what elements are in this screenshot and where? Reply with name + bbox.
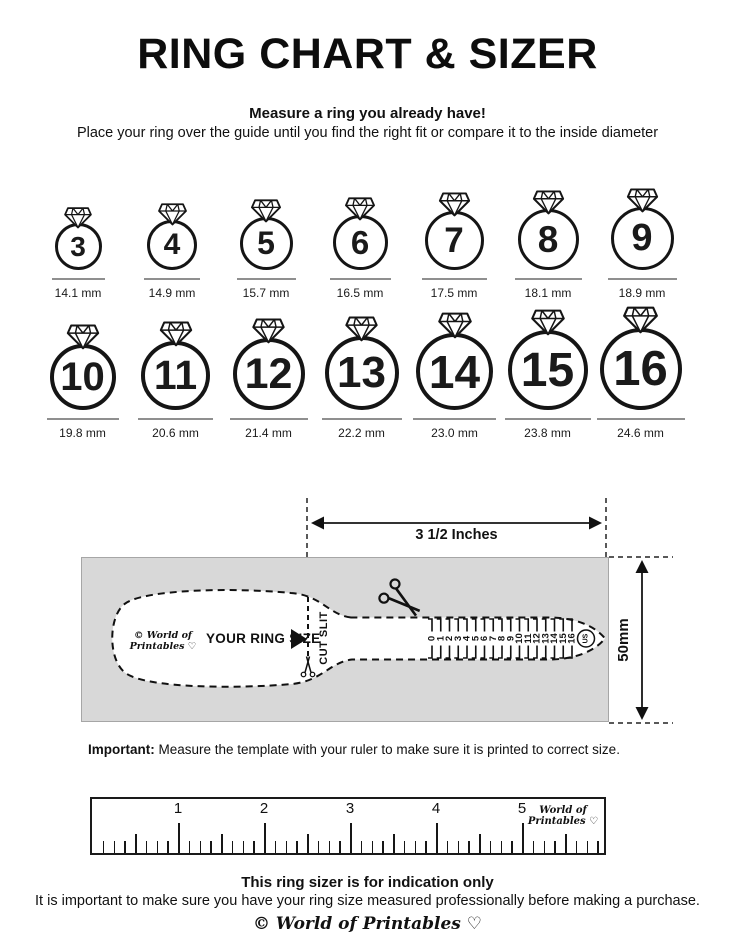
ring-diameter-label: 18.9 mm bbox=[618, 286, 666, 300]
sizer-brand-text: © World of Printables ♡ bbox=[129, 630, 197, 652]
ring-circle bbox=[333, 215, 388, 270]
ring-circle bbox=[425, 211, 484, 270]
ring-size-number: 8 bbox=[537, 218, 559, 260]
ring-size-14 bbox=[408, 311, 501, 440]
ruler-tick bbox=[253, 841, 255, 853]
subtitle-bold: Measure a ring you already have! bbox=[249, 105, 486, 122]
ruler-tick bbox=[103, 841, 105, 853]
subtitle-text: Place your ring over the guide until you find the right fit or compare it to the inside diameter bbox=[76, 125, 659, 141]
ring-size-7 bbox=[407, 191, 501, 300]
page-title: RING CHART & SIZER bbox=[137, 30, 598, 78]
us-badge-label: US bbox=[582, 633, 590, 644]
ring-size-9 bbox=[595, 187, 689, 300]
ring-underline bbox=[413, 418, 496, 420]
ring-size-15 bbox=[501, 308, 594, 440]
diamond-icon bbox=[344, 196, 376, 221]
ruler-tick bbox=[468, 841, 470, 853]
size-pointer-icon bbox=[291, 629, 307, 649]
diamond-icon bbox=[626, 187, 659, 213]
ruler-tick bbox=[318, 841, 320, 853]
ruler-tick bbox=[264, 823, 266, 853]
diamond-icon bbox=[159, 320, 193, 347]
scale-number: 7 bbox=[487, 635, 499, 642]
footer-bold-line: This ring sizer is for indication only bbox=[241, 874, 494, 891]
ring-circle bbox=[240, 217, 293, 270]
ring-size-number: 5 bbox=[257, 225, 275, 261]
ruler-tick bbox=[415, 841, 417, 853]
ruler-tick bbox=[124, 841, 126, 853]
ruler-tick bbox=[339, 841, 341, 853]
cut-slit-label: CUT SLIT bbox=[318, 611, 330, 665]
ring-diameter-label: 24.6 mm bbox=[617, 426, 664, 440]
ring-size-number: 12 bbox=[244, 349, 293, 398]
ring-diameter-label: 23.8 mm bbox=[524, 426, 571, 440]
ring-diameter-label: 16.5 mm bbox=[336, 286, 384, 300]
ring-circle bbox=[141, 341, 210, 410]
ruler-tick bbox=[404, 841, 406, 853]
ring-size-number: 4 bbox=[163, 228, 181, 261]
ruler-tick bbox=[146, 841, 148, 853]
ring-diameter-label: 20.6 mm bbox=[152, 426, 199, 440]
ruler-tick bbox=[286, 841, 288, 853]
ring-diameter-label: 14.1 mm bbox=[54, 286, 102, 300]
ruler-tick bbox=[189, 841, 191, 853]
ring-circle bbox=[233, 338, 305, 410]
width-dimension-label: 3 1/2 Inches bbox=[415, 527, 498, 543]
scale-number: 8 bbox=[496, 635, 508, 642]
ruler-tick bbox=[587, 841, 589, 853]
ring-circle bbox=[416, 333, 493, 410]
ring-size-4 bbox=[125, 202, 219, 300]
ruler-inch-number: 2 bbox=[259, 800, 269, 817]
ring-diameter-label: 15.7 mm bbox=[242, 286, 290, 300]
ring-underline bbox=[608, 278, 677, 280]
diamond-icon bbox=[530, 308, 566, 336]
ring-circle bbox=[55, 223, 102, 270]
scale-number: 10 bbox=[514, 633, 525, 644]
ring-circle bbox=[50, 344, 116, 410]
ring-diameter-label: 19.8 mm bbox=[59, 426, 106, 440]
ruler-tick bbox=[382, 841, 384, 853]
ruler-tick bbox=[296, 841, 298, 853]
diamond-icon bbox=[157, 202, 188, 226]
ring-diameter-label: 14.9 mm bbox=[148, 286, 196, 300]
ring-size-number: 14 bbox=[428, 345, 481, 398]
ring-circle bbox=[600, 328, 682, 410]
ruler-tick bbox=[307, 834, 309, 853]
ruler-tick bbox=[167, 841, 169, 853]
scale-number: 16 bbox=[566, 633, 578, 644]
ruler-tick bbox=[114, 841, 116, 853]
diamond-icon bbox=[250, 198, 282, 223]
ruler-tick bbox=[329, 841, 331, 853]
ring-size-number: 7 bbox=[444, 220, 464, 260]
ruler-tick bbox=[501, 841, 503, 853]
ring-size-number: 15 bbox=[520, 343, 575, 397]
diamond-icon bbox=[66, 323, 100, 350]
ruler-inch-number: 4 bbox=[431, 800, 441, 817]
scale-number: 6 bbox=[479, 635, 490, 642]
ring-underline bbox=[47, 418, 119, 420]
ring-size-13 bbox=[315, 315, 408, 440]
ring-size-number: 13 bbox=[337, 348, 386, 397]
ruler-tick bbox=[361, 841, 363, 853]
ring-underline bbox=[597, 418, 685, 420]
ring-circle bbox=[611, 207, 674, 270]
important-text: Measure the template with your ruler to make sure it is printed to correct size. bbox=[154, 742, 620, 757]
ring-diameter-label: 18.1 mm bbox=[524, 286, 572, 300]
ring-size-16 bbox=[594, 305, 687, 440]
ruler-tick bbox=[458, 841, 460, 853]
ruler-brand-text: World of Printables ♡ bbox=[527, 805, 599, 827]
ring-size-row-1 bbox=[31, 182, 689, 300]
important-label: Important: bbox=[88, 742, 155, 757]
height-dimension-label: 50mm bbox=[615, 618, 632, 662]
ring-underline bbox=[52, 278, 105, 280]
ring-size-11 bbox=[129, 320, 222, 440]
ruler-tick bbox=[221, 834, 223, 853]
footer-brand-logo: © World of Printables ♡ bbox=[252, 914, 483, 934]
diamond-icon bbox=[437, 311, 473, 339]
ring-size-number: 6 bbox=[350, 223, 370, 261]
scale-number: 13 bbox=[540, 633, 552, 644]
ruler-tick bbox=[533, 841, 535, 853]
ring-size-6 bbox=[313, 196, 407, 300]
ruler-inch-number: 5 bbox=[517, 800, 527, 817]
scale-number: 5 bbox=[470, 635, 482, 642]
ring-size-number: 3 bbox=[70, 230, 86, 262]
diamond-icon bbox=[251, 317, 286, 344]
ruler-tick bbox=[490, 841, 492, 853]
ring-diameter-label: 22.2 mm bbox=[338, 426, 385, 440]
ring-underline bbox=[138, 418, 213, 420]
ring-underline bbox=[422, 278, 487, 280]
ruler-tick bbox=[447, 841, 449, 853]
ruler-tick bbox=[554, 841, 556, 853]
ruler-inch-number: 1 bbox=[173, 800, 183, 817]
scale-number: 3 bbox=[452, 635, 464, 642]
ruler-tick bbox=[157, 841, 159, 853]
ring-size-number: 11 bbox=[153, 352, 198, 398]
ruler-tick bbox=[576, 841, 578, 853]
ruler-tick bbox=[210, 841, 212, 853]
ruler-tick bbox=[522, 823, 524, 853]
ring-size-3 bbox=[31, 206, 125, 300]
ruler-tick bbox=[243, 841, 245, 853]
ring-size-number: 9 bbox=[631, 217, 653, 259]
ring-diameter-label: 17.5 mm bbox=[430, 286, 478, 300]
your-ring-size-label: YOUR RING SIZE bbox=[206, 631, 321, 646]
scale-number: 2 bbox=[444, 635, 455, 642]
ruler-tick bbox=[479, 834, 481, 853]
scale-number: 9 bbox=[505, 635, 517, 642]
ring-circle bbox=[508, 330, 588, 410]
ring-circle bbox=[147, 220, 197, 270]
ruler-tick bbox=[565, 834, 567, 853]
ring-underline bbox=[230, 418, 308, 420]
ring-size-10 bbox=[36, 323, 129, 440]
ring-underline bbox=[322, 418, 402, 420]
ruler-tick bbox=[372, 841, 374, 853]
ring-size-12 bbox=[222, 317, 315, 440]
ring-size-row-2 bbox=[36, 305, 687, 440]
scale-number: 11 bbox=[522, 633, 534, 644]
ring-underline bbox=[144, 278, 200, 280]
ruler-tick bbox=[232, 841, 234, 853]
ring-circle bbox=[518, 209, 579, 270]
ring-underline bbox=[330, 278, 391, 280]
ring-circle bbox=[325, 336, 399, 410]
scale-number: 1 bbox=[435, 635, 447, 642]
scale-number: 0 bbox=[426, 635, 438, 642]
ruler-tick bbox=[511, 841, 513, 853]
ring-size-5 bbox=[219, 198, 313, 300]
diamond-icon bbox=[438, 191, 471, 217]
diamond-icon bbox=[63, 206, 93, 229]
ruler-tick bbox=[350, 823, 352, 853]
ruler-tick bbox=[178, 823, 180, 853]
ring-size-8 bbox=[501, 189, 595, 300]
scale-number: 4 bbox=[461, 635, 473, 642]
test-ruler bbox=[90, 797, 606, 855]
ring-size-number: 16 bbox=[613, 342, 668, 396]
diamond-icon bbox=[344, 315, 379, 342]
ruler-tick bbox=[200, 841, 202, 853]
ruler-tick bbox=[597, 841, 599, 853]
scale-number: 12 bbox=[531, 633, 543, 644]
scale-number: 14 bbox=[549, 633, 560, 644]
ring-underline bbox=[505, 418, 591, 420]
footer-text-line: It is important to make sure you have your ring size measured professionally before making a purchase. bbox=[35, 893, 700, 909]
ruler-tick bbox=[425, 841, 427, 853]
ruler-tick bbox=[135, 834, 137, 853]
ring-underline bbox=[515, 278, 582, 280]
diamond-icon bbox=[532, 189, 565, 215]
scale-number: 15 bbox=[557, 633, 569, 644]
diamond-icon bbox=[622, 305, 659, 334]
ruler-tick bbox=[544, 841, 546, 853]
ruler-tick bbox=[436, 823, 438, 853]
ruler-inch-number: 3 bbox=[345, 800, 355, 817]
ring-size-number: 10 bbox=[60, 354, 105, 399]
ruler-tick bbox=[393, 834, 395, 853]
ruler-tick bbox=[275, 841, 277, 853]
ring-diameter-label: 21.4 mm bbox=[245, 426, 292, 440]
ring-underline bbox=[237, 278, 296, 280]
ring-diameter-label: 23.0 mm bbox=[431, 426, 478, 440]
important-note bbox=[88, 742, 708, 757]
